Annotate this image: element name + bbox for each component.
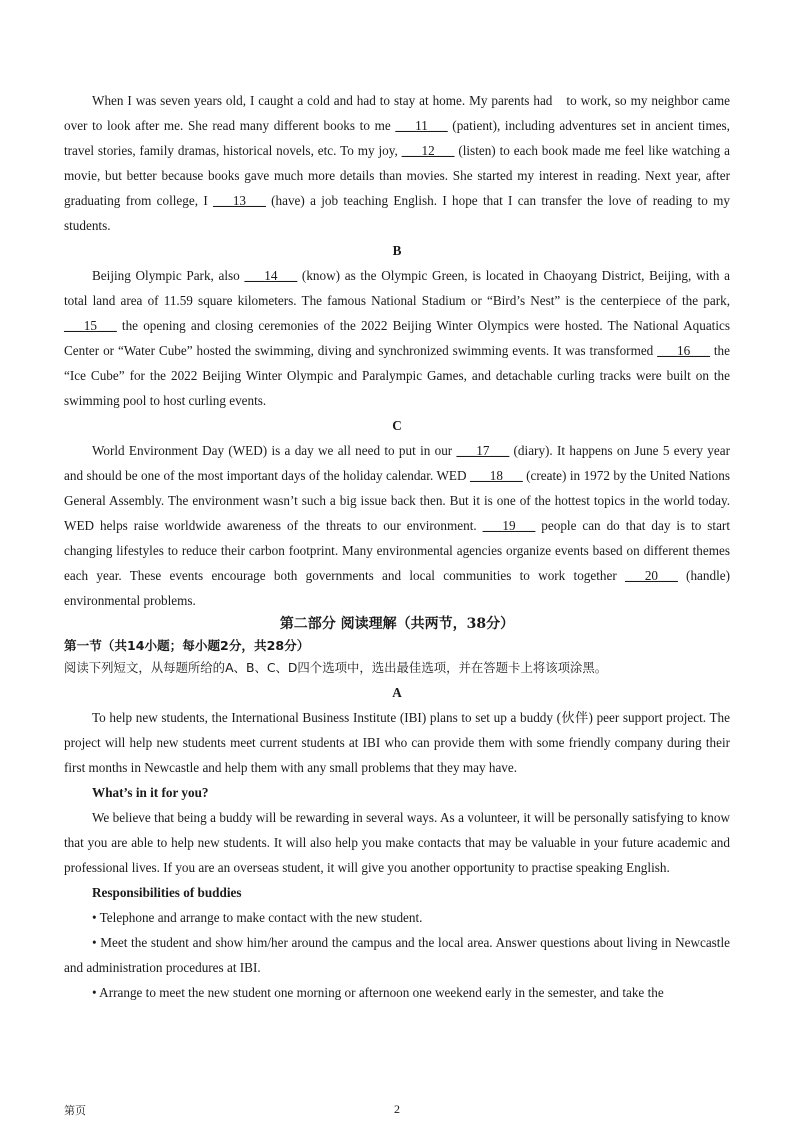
- reading-a-label: A: [392, 685, 402, 700]
- text-span: When I was seven years old, I caught a cold and had to stay at home. My parents had: [92, 93, 553, 108]
- bullet-item: • Meet the student and show him/her around the campus and the local area. Answer questions about living in Newcastle and administration procedures at IBI.: [64, 935, 730, 975]
- section-instruction: 阅读下列短文，从每题所给的A、B、C、D四个选项中，选出最佳选项，并在答题卡上将该项涂黑。: [64, 660, 608, 675]
- text-span: (know) as the Olympic Green, is located in Chaoyang District, Beijing, with a total land area of 11.59 square kilometers. The famous National Stadium or “Bird’s Nest” is the centerpiece of the park,: [64, 268, 730, 308]
- blank-16: ___16___: [657, 343, 710, 358]
- text-span: (patient), including adventures set in ancient times, travel stories, family dramas, historical novels, etc. To my joy,: [64, 118, 730, 158]
- bullet-item: • Arrange to meet the new student one morning or afternoon one weekend early in the semester, and take the: [92, 985, 664, 1000]
- text-span: people can do that day is to start changing lifestyles to reduce their carbon footprint. Many environmental agencies organize events based on different themes each year. These events encourage both governments and local communities to work together: [64, 518, 730, 583]
- footer-page-label: 第页: [64, 1104, 86, 1117]
- text-span: (diary). It happens on June 5 every year and should be one of the most important days of the holiday calendar. WED: [64, 443, 730, 483]
- passage-b: [64, 263, 730, 413]
- blank-17: ___17___: [456, 443, 510, 458]
- blank-20: ___20___: [625, 568, 678, 583]
- blank-19: ___19___: [482, 518, 536, 533]
- blank-15: ___15___: [64, 318, 117, 333]
- blank-11: ___11___: [395, 118, 448, 133]
- reading-a-benefits: We believe that being a buddy will be rewarding in several ways. As a volunteer, it will be personally satisfying to know that you are able to help new students. It will also help you make contacts that may be valuable in your future academic and professional lives. If you are an overseas student, it will give you another opportunity to practise speaking English.: [64, 810, 730, 875]
- passage-c: [64, 438, 730, 613]
- text-span: (handle) environmental problems.: [64, 568, 730, 608]
- text-span: (listen) to each book made me feel like watching a movie, but better because books gave much more details than movies. She started my interest in reading. Next year, after graduating from college, I: [64, 143, 730, 208]
- blank-14: ___14___: [244, 268, 298, 283]
- passage-c-label: C: [392, 418, 402, 433]
- part-two-title: 第二部分 阅读理解（共两节，38分）: [279, 616, 515, 632]
- passage-a-continuation: [64, 88, 730, 238]
- text-span: World Environment Day (WED) is a day we all need to put in our: [92, 443, 457, 458]
- text-span: the opening and closing ceremonies of the 2022 Beijing Winter Olympics were hosted. The National Aquatics Center or “Water Cube” hosted the swimming, diving and synchronized swimming events. It was transformed: [64, 318, 730, 358]
- text-span: Beijing Olympic Park, also: [92, 268, 245, 283]
- document-page: [64, 88, 730, 1005]
- text-span: (have) a job teaching English. I hope that I can transfer the love of reading to my students.: [64, 193, 730, 233]
- footer-page-number: 2: [394, 1102, 400, 1116]
- text-span: the “Ice Cube” for the 2022 Beijing Winter Olympic and Paralympic Games, and detachable curling tracks were built on the swimming pool to host curling events.: [64, 343, 730, 408]
- section-one-heading: 第一节（共14小题；每小题2分，共28分）: [64, 638, 310, 653]
- blank-13: ___13___: [213, 193, 266, 208]
- blank-18: ___18___: [469, 468, 523, 483]
- subheading-whats-in-it: What’s in it for you?: [92, 785, 209, 800]
- subheading-responsibilities: Responsibilities of buddies: [92, 885, 242, 900]
- reading-a-intro: To help new students, the International Business Institute (IBI) plans to set up a buddy (伙伴) peer support project. The project will help new students meet current students at IBI who can provide them with some friendly company during their first months in Newcastle and help them with any small problems that they may have.: [64, 710, 730, 775]
- passage-b-label: B: [392, 243, 402, 258]
- bullet-item: • Telephone and arrange to make contact with the new student.: [92, 910, 423, 925]
- text-span: (create) in 1972 by the United Nations General Assembly. The environment wasn’t such a big issue back then. But it is one of the hottest topics in the world today. WED helps raise worldwide awareness of the threats to our environment.: [64, 468, 730, 533]
- blank-12: ___12___: [401, 143, 455, 158]
- text-span: to work, so my neighbor came over to look after me. She read many different books to me: [64, 93, 730, 133]
